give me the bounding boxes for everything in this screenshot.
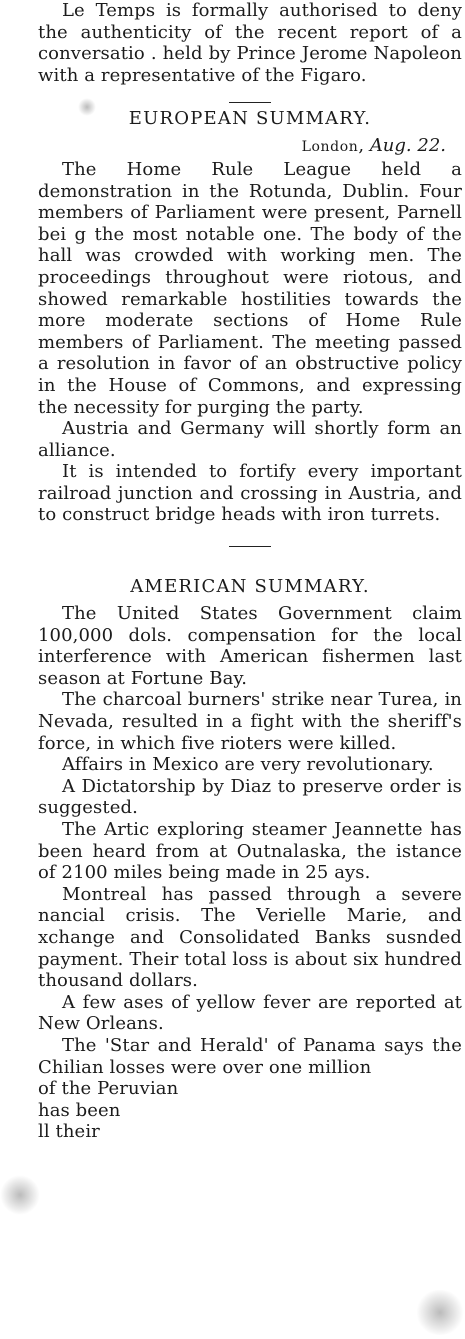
dateline-city: London	[301, 139, 359, 156]
ink-smudge	[0, 1175, 40, 1215]
section-divider	[229, 102, 271, 103]
alliance-paragraph: Austria and Germany will shortly form an alliance.	[38, 418, 462, 461]
home-rule-paragraph: The Home Rule League held a demonstration in the Rotunda, Dublin. Four members of Parliament were present, Parnell bei g the most notable one. The body of the hall was crowded with working men. The proceedings throughout were riotous, and showed remarkable hostilities towards the more moderate sections of Home Rule members of Parliament. The meeting passed a resolution in favor of an obstructive policy in the House of Commons, and expressing the necessity for purging the party.	[38, 158, 462, 418]
jeannette-paragraph: The Artic exploring steamer Jeannette has been heard from at Outnalaska, the istance of 2100 miles being made in 25 ays.	[38, 819, 462, 884]
fortune-bay-paragraph: The United States Government claim 100,000 dols. compensation for the local interference with American fishermen last season at Fortune Bay.	[38, 603, 462, 689]
fortify-paragraph: It is intended to fortify every important railroad junction and crossing in Austria, and to construct bridge heads with iron turrets.	[38, 461, 462, 526]
torn-line-1: of the Peruvian	[38, 1078, 179, 1100]
torn-line-2: has been	[38, 1099, 121, 1121]
yellow-fever-paragraph: A few ases of yellow fever are reported at New Orleans.	[38, 991, 462, 1035]
text-column	[38, 0, 462, 1143]
charcoal-strike-paragraph: The charcoal burners' strike near Turea, in Nevada, resulted in a fight with the sheriff's force, in which five rioters were killed.	[38, 689, 462, 754]
mexico-paragraph: Affairs in Mexico are very revolutionary.	[62, 754, 434, 776]
le-temps-paragraph: Le Temps is formally authorised to deny the authenticity of the recent report of a conversatio . held by Prince Jerome Napoleon with a representative of the Figaro.	[38, 0, 462, 86]
section-divider	[229, 546, 271, 547]
panama-paragraph: The 'Star and Herald' of Panama says the Chilian losses were over one million	[38, 1034, 462, 1078]
dateline: London, Aug. 22.	[301, 135, 446, 157]
montreal-paragraph: Montreal has passed through a severe nancial crisis. The Verielle Marie, and xchange and Consolidated Banks susnded payment. Their total loss is about six hundred thousand dollars.	[38, 883, 462, 992]
torn-line-3: ll their	[38, 1121, 100, 1143]
ink-smudge	[415, 1290, 465, 1335]
american-summary-heading: AMERICAN SUMMARY.	[130, 576, 370, 598]
diaz-paragraph: A Dictatorship by Diaz to preserve order is suggested.	[38, 775, 462, 819]
european-summary-heading: EUROPEAN SUMMARY.	[128, 108, 372, 130]
ink-smudge	[78, 98, 96, 116]
dateline-day: Aug. 22.	[369, 135, 446, 157]
